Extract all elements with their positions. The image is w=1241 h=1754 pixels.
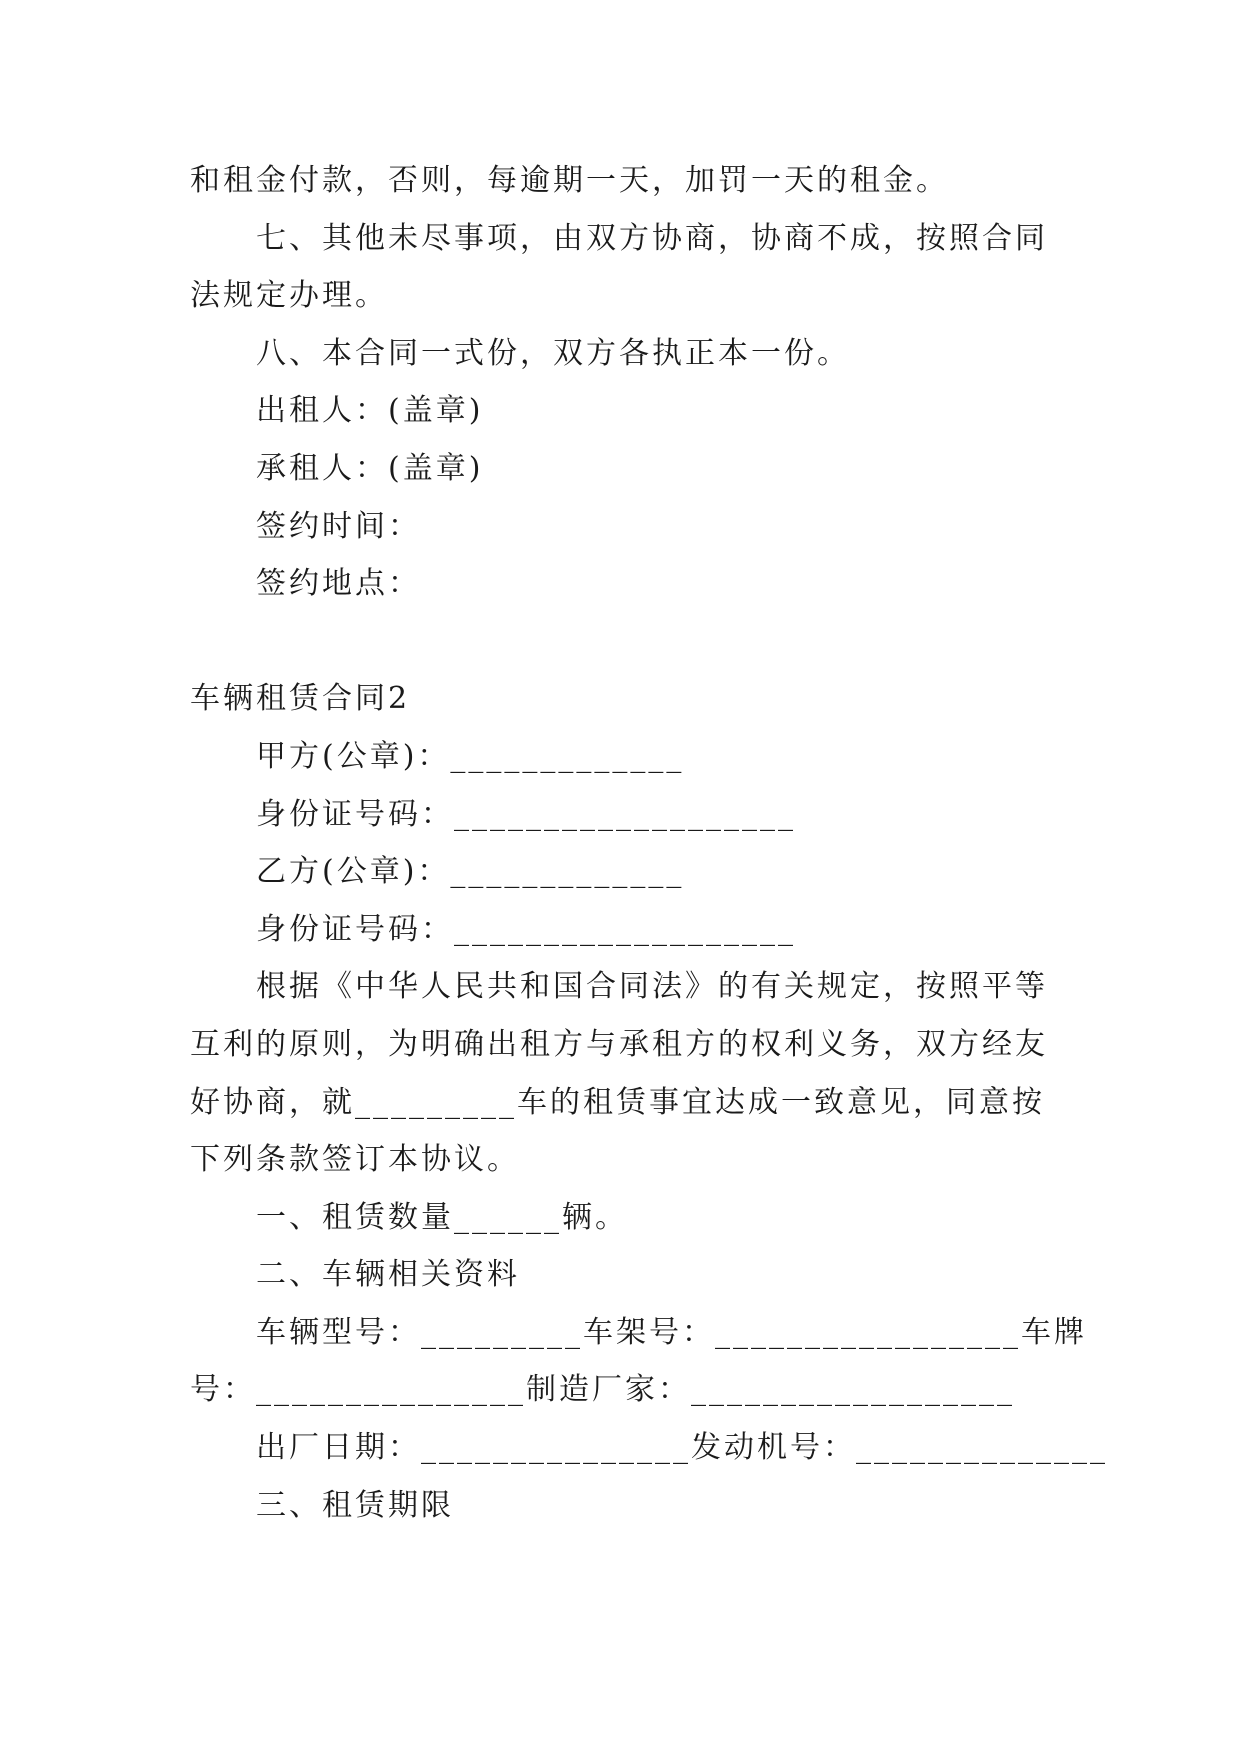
clause-seven: 七、其他未尽事项，由双方协商，协商不成，按照合同 [256, 220, 1048, 256]
party-b-id-line: 身份证号码：___________________ [256, 911, 796, 947]
preamble-line: 好协商，就_________车的租赁事宜达成一致意见，同意按 [190, 1084, 1045, 1120]
preamble-line: 互利的原则，为明确出租方与承租方的权利义务，双方经友 [190, 1026, 1048, 1062]
signing-place-line: 签约地点： [256, 566, 421, 602]
document-body [190, 152, 1108, 1534]
party-a-line: 甲方(公章)：_____________ [256, 738, 685, 774]
lessor-signature-line: 出租人：(盖章) [256, 393, 484, 429]
vehicle-info-line: 车辆型号：_________车架号：_________________车牌 [256, 1314, 1087, 1350]
paragraph-line: 和租金付款，否则，每逾期一天，加罚一天的租金。 [190, 163, 949, 198]
party-a-id-line: 身份证号码：___________________ [256, 796, 796, 832]
clause-three: 三、租赁期限 [256, 1487, 454, 1523]
party-b-line: 乙方(公章)：_____________ [256, 854, 685, 890]
clause-two: 二、车辆相关资料 [256, 1257, 520, 1293]
preamble-line: 根据《中华人民共和国合同法》的有关规定，按照平等 [256, 969, 1048, 1005]
lessee-signature-line: 承租人：(盖章) [256, 450, 484, 486]
clause-one: 一、租赁数量______辆。 [256, 1199, 628, 1235]
clause-eight: 八、本合同一式份，双方各执正本一份。 [256, 335, 850, 371]
vehicle-info-line: 出厂日期：_______________发动机号：______________ [256, 1430, 1108, 1466]
section-gap [190, 613, 1052, 671]
contract-title: 车辆租赁合同2 [190, 681, 411, 717]
signing-time-line: 签约时间： [256, 508, 421, 544]
preamble-line: 下列条款签订本协议。 [190, 1142, 520, 1178]
paragraph-line: 法规定办理。 [190, 278, 388, 314]
vehicle-info-line: 号：_______________制造厂家：__________________ [190, 1372, 1015, 1408]
